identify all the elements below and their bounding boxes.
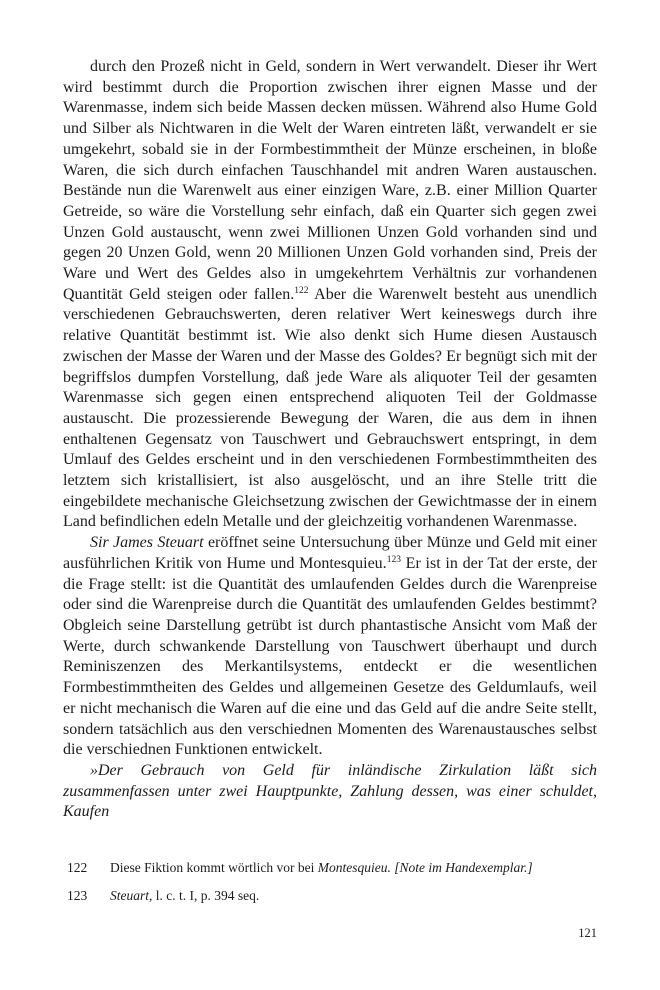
- footnote-123: [63, 886, 597, 905]
- footnote-text-plain: Diese Fiktion kommt wörtlich vor bei: [110, 860, 318, 875]
- paragraph-text: durch den Prozeß nicht in Geld, sondern in Wert verwandelt. Dieser ihr Wert wird bestimmt durch die Proportion zwischen ihrer eignen Masse und der Warenmasse, indem sich beide Massen decken müssen. Während also Hume Gold und Silber als Nichtwaren in die Welt der Waren eintreten läßt, verwandelt er sie umgekehrt, sobald sie in der Formbestimmtheit der Münze erscheinen, in bloße Waren, die sich durch einfachen Tauschhandel mit andren Waren austauschen. Bestände nun die Warenwelt aus einer einzigen Ware, z.B. einer Million Quarter Getreide, so wäre die Vorstellung sehr einfach, daß ein Quarter sich gegen zwei Unzen Gold austauscht, wenn zwei Millionen Unzen Gold vorhanden sind und gegen 20 Unzen Gold, wenn 20 Millionen Unzen Gold vorhanden sind, Preis der Ware und Wert des Geldes also in umgekehrtem Verhältnis zur vorhandenen Quantität Geld steigen oder fallen.: [63, 58, 597, 303]
- paragraph-steuart: [63, 533, 597, 761]
- footnote-number: 122: [67, 860, 88, 875]
- footnote-reference-122: 122: [294, 285, 309, 296]
- footnote-text-plain: , l. c. t. I, p. 394 seq.: [149, 887, 260, 903]
- page-number: 121: [578, 926, 597, 940]
- page-body: [63, 57, 597, 823]
- paragraph-text: Aber die Warenwelt besteht aus unendlich verschiedenen Gebrauchswerten, deren relativer Wert keineswegs durch ihre relative Quantität bestimmt ist. Wie also denkt sich Hume diesen Austausch zwischen der Masse der Waren und der Masse des Goldes? Er begnügt sich mit der begriffslos dumpfen Vorstellung, daß jede Ware als aliquoter Teil der gesamten Warenmasse sich gegen einen entsprechend aliquoten Teil der Goldmasse austauscht. Die prozessierende Bewegung der Waren, die aus dem in ihnen enthaltenen Gegensatz von Tauschwert und Gebrauchswert entspringt, in dem Umlauf des Geldes erscheint und in den verschiedenen Formbestimmtheiten des letztem sich kristallisiert, ist also ausgelöscht, und an ihre Stelle tritt die eingebildete mechanische Gleichsetzung zwischen der Gewichtmasse der in einem Land befindlichen edeln Metalle und der gleichzeitig vorhandenen Warenmasse.: [63, 285, 597, 531]
- footnote-text-italic: Montesquieu. [Note im Handexemplar.]: [317, 860, 533, 875]
- footnote-122: [63, 858, 597, 877]
- author-name-italic: Sir James Steuart: [90, 534, 204, 552]
- paragraph-text: Er ist in der Tat der erste, der die Frage stellt: ist die Quantität des umlaufenden Geldes durch die Warenpreise oder sind die Warenpreise durch die Quantität des umlaufenden Geldes bestimmt? Obgleich seine Darstellung getrübt ist durch phantastische Ansicht vom Maß der Werte, durch schwankende Darstellung von Tauschwert überhaupt und durch Reminiszenzen des Merkantilsystems, entdeckt er die wesentlichen Formbestimmtheiten des Geldes und allgemeinen Gesetze des Geldumlaufs, weil er nicht mechanisch die Waren auf die eine und das Geld auf die andre Seite stellt, sondern tatsächlich aus den verschiednen Momenten des Warenaustausches selbst die verschiednen Funktionen entwickelt.: [63, 554, 597, 759]
- paragraph-text: eröffnet seine Untersuchung über Münze und Geld mit einer ausführlichen Kritik von Hume und Montesquieu.: [63, 534, 598, 572]
- footnote-text-italic: Steuart: [110, 887, 149, 903]
- footnote-number: 123: [67, 887, 88, 903]
- footnotes-section: [63, 858, 597, 913]
- paragraph-hume: [63, 57, 597, 533]
- footnote-reference-123: 123: [386, 554, 401, 565]
- footnote-text: [110, 886, 597, 905]
- quote-paragraph: »Der Gebrauch von Geld für inländische Zirkulation läßt sich zusammenfassen unter zwei Hauptpunkte, Zahlung dessen, was einer schuldet, Kaufen: [63, 761, 597, 821]
- footnote-text: [110, 858, 597, 877]
